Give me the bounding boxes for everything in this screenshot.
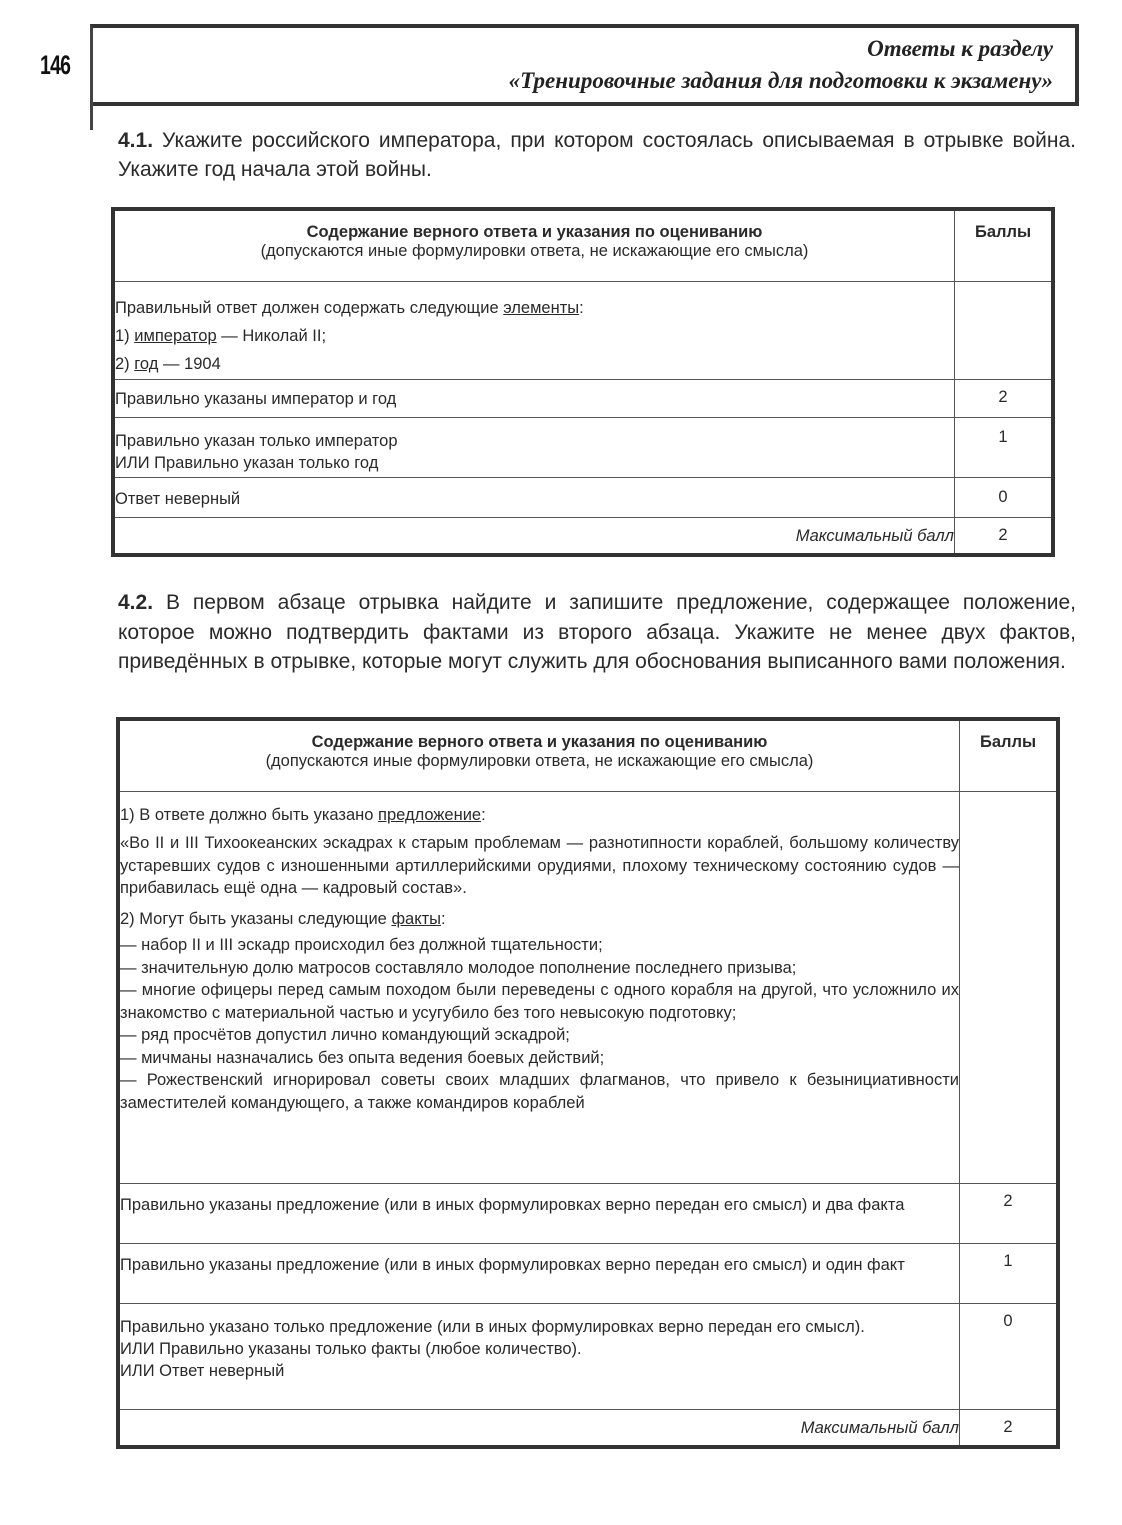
fact-item: — значительную долю матросов составляло молодое пополнение последнего призыва; [120, 958, 797, 977]
max-score-label: Максимальный балл [118, 1409, 960, 1447]
scoring-row [118, 1183, 1058, 1243]
fact-item: — набор II и III эскадр происходил без должной тщательности; [120, 936, 603, 954]
content-header [113, 209, 955, 281]
question-4-2 [118, 588, 1076, 677]
criterion-score: 1 [955, 417, 1054, 477]
scoring-row [118, 1303, 1058, 1409]
content-header [118, 719, 960, 791]
criterion-text: Правильно указаны император и год [113, 379, 955, 417]
criterion-score: 2 [955, 379, 1054, 417]
answer-row [118, 791, 1058, 1183]
fact-item: — Рожественский игнорировал советы своих младших флагманов, что привело к безынициативности заместителей командующего, а также командиров кораблей [120, 1071, 959, 1112]
question-4-1 [118, 126, 1076, 184]
answer-score [960, 791, 1059, 1183]
criterion-score: 2 [960, 1183, 1059, 1243]
section-header [90, 24, 1079, 106]
fact-item: — мичманы назначались без опыта ведения боевых действий; [120, 1048, 605, 1067]
criterion-text: Правильно указан только император ИЛИ Правильно указан только год [113, 417, 955, 477]
answer-part-2-intro: 2) Могут быть указаны следующие факты: [120, 909, 446, 928]
answer-intro: Правильный ответ должен содержать следующие элементы: [115, 298, 584, 317]
section-header-line2: «Тренировочные задания для подготовки к экзамену» [508, 68, 1053, 93]
grading-table-4-2 [116, 717, 1060, 1449]
page-number: 146 [40, 50, 71, 80]
question-text: Укажите российского императора, при котором состоялась описываемая в отрывке война. Укажите год начала этой войны. [118, 129, 1076, 181]
max-score-row [113, 517, 1053, 555]
criterion-score: 0 [960, 1303, 1059, 1409]
table-header-row [118, 719, 1058, 791]
max-score-label: Максимальный балл [113, 517, 955, 555]
criterion-text: Правильно указано только предложение (или в иных формулировках верно передан его смысл). ИЛИ Правильно указаны только факты (любое количество). ИЛИ Ответ неверный [118, 1303, 960, 1409]
max-score-value: 2 [960, 1409, 1059, 1447]
answer-content [113, 281, 955, 379]
section-header-line1: Ответы к разделу [867, 36, 1053, 61]
question-number: 4.1. [118, 129, 154, 152]
criterion-text: Ответ неверный [113, 477, 955, 517]
max-score-row [118, 1409, 1058, 1447]
scoring-row [113, 417, 1053, 477]
question-text: В первом абзаце отрывка найдите и запишите предложение, содержащее положение, которое можно подтвердить фактами из второго абзаца. Укажите не менее двух фактов, приведённых в отрывке, которые могут служить для обоснования выписанного вами положения. [118, 591, 1076, 673]
content-header-subtitle: (допускаются иные формулировки ответа, не искажающие его смысла) [265, 752, 814, 770]
answer-part-1-intro: 1) В ответе должно быть указано предложение: [120, 805, 486, 824]
criterion-score: 0 [955, 477, 1054, 517]
fact-item: — ряд просчётов допустил лично командующий эскадрой; [120, 1026, 570, 1044]
table-header-row [113, 209, 1053, 281]
fact-item: — многие офицеры перед самым походом были переведены с одного корабля на другой, что усложнило их знакомство с материальной частью и усугубило без того невысокую подготовку; [120, 981, 959, 1022]
scoring-row [113, 477, 1053, 517]
score-header: Баллы [960, 719, 1059, 791]
answer-row [113, 281, 1053, 379]
content-header-subtitle: (допускаются иные формулировки ответа, не искажающие его смысла) [260, 242, 809, 260]
criterion-text: Правильно указаны предложение (или в иных формулировках верно передан его смысл) и один факт [118, 1243, 960, 1303]
max-score-value: 2 [955, 517, 1054, 555]
scoring-row [118, 1243, 1058, 1303]
answer-element-1: 1) император — Николай II; [115, 326, 327, 345]
score-header: Баллы [955, 209, 1054, 281]
content-header-title: Содержание верного ответа и указания по оцениванию [306, 223, 763, 241]
scoring-row [113, 379, 1053, 417]
answer-score [955, 281, 1054, 379]
answer-element-2: 2) год — 1904 [115, 354, 221, 373]
content-header-title: Содержание верного ответа и указания по оцениванию [311, 733, 768, 751]
answer-content [118, 791, 960, 1183]
criterion-text: Правильно указаны предложение (или в иных формулировках верно передан его смысл) и два факта [118, 1183, 960, 1243]
criterion-score: 1 [960, 1243, 1059, 1303]
grading-table-4-1 [111, 207, 1055, 557]
question-number: 4.2. [118, 591, 154, 614]
header-divider [90, 98, 93, 130]
answer-quote: «Во II и III Тихоокеанских эскадрах к старым проблемам — разнотипности кораблей, большому количеству устаревших судов с изношенными артиллерийскими орудиями, плохому техническому состоянию судов — прибавилась ещё одна — кадровый состав». [120, 834, 959, 897]
